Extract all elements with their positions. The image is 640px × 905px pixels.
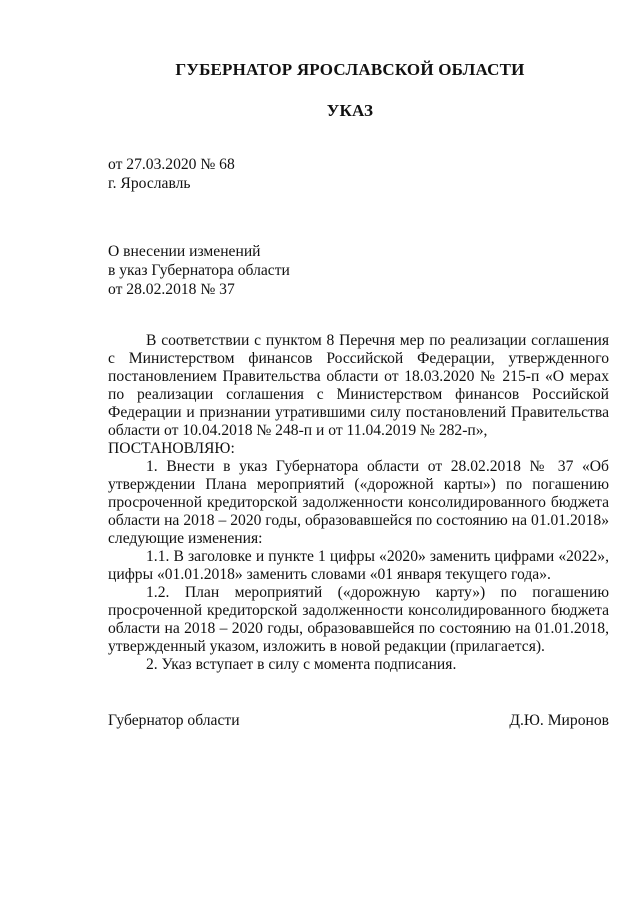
- document-city: г. Ярославль: [108, 175, 191, 192]
- signer-position: Губернатор области: [108, 712, 240, 729]
- subject-line-2: в указ Губернатора области: [108, 262, 290, 279]
- item-2-paragraph: 2. Указ вступает в силу с момента подписания.: [146, 656, 457, 673]
- item-1-1-paragraph: 1.1. В заголовке и пункте 1 цифры «2020» заменить цифрами «2022», цифры «01.01.2018» заменить словами «01 января текущего года».: [108, 548, 609, 583]
- item-1-paragraph: 1. Внести в указ Губернатора области от 28.02.2018 № 37 «Об утверждении Плана мероприятий («дорожной карты») по погашению просроченной кредиторской задолженности консолидированного бюджета области на 2018 – 2020 годы, образовавшейся по состоянию на 01.01.2018» следующие изменения:: [108, 458, 609, 547]
- document-body: [108, 332, 609, 674]
- subject-line-1: О внесении изменений: [108, 243, 261, 260]
- subject-line-3: от 28.02.2018 № 37: [108, 281, 235, 298]
- signer-name: Д.Ю. Миронов: [509, 712, 609, 729]
- preamble-paragraph: В соответствии с пунктом 8 Перечня мер по реализации соглашения с Министерством финансов Российской Федерации, утвержденного постановлением Правительства области от 18.03.2020 № 215-п «О мерах по реализации соглашения с Министерством финансов Российской Федерации и признании утратившими силу постановлений Правительства области от 10.04.2018 № 248-п и от 11.04.2019 № 282-п»,: [108, 332, 609, 439]
- document-authority: ГУБЕРНАТОР ЯРОСЛАВСКОЙ ОБЛАСТИ: [175, 60, 525, 79]
- document-type: УКАЗ: [326, 101, 374, 120]
- document-date-number: от 27.03.2020 № 68: [108, 156, 235, 173]
- resolve-word: ПОСТАНОВЛЯЮ:: [108, 440, 235, 457]
- item-1-2-paragraph: 1.2. План мероприятий («дорожную карту») по погашению просроченной кредиторской задолженности консолидированного бюджета области на 2018 – 2020 годы, образовавшейся по состоянию на 01.01.2018, утвержденный указом, изложить в новой редакции (прилагается).: [108, 584, 609, 655]
